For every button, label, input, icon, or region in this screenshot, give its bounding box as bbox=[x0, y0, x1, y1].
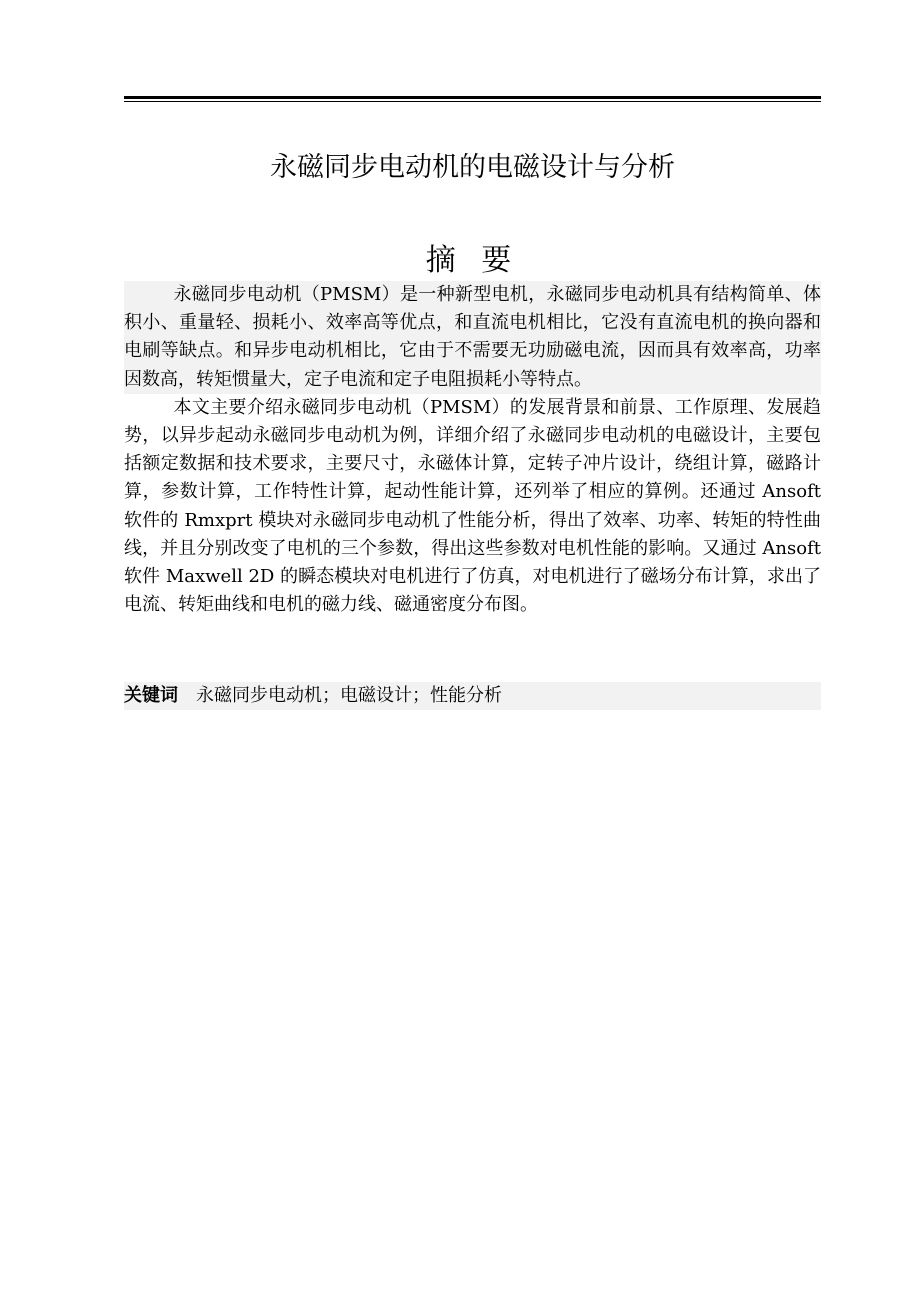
abstract-body bbox=[124, 281, 821, 619]
paper-title: 永磁同步电动机的电磁设计与分析 bbox=[270, 152, 675, 183]
header-rule-thin bbox=[124, 101, 821, 102]
abstract-paragraph-1: 永磁同步电动机（PMSM）是一种新型电机，永磁同步电动机具有结构简单、体积小、重量轻、损耗小、效率高等优点，和直流电机相比，它没有直流电机的换向器和电刷等缺点。和异步电动机相比，它由于不需要无功励磁电流，因而具有效率高，功率因数高，转矩惯量大，定子电流和定子电阻损耗小等特点。 bbox=[124, 281, 821, 394]
keywords-line bbox=[124, 682, 821, 710]
keywords-text: 永磁同步电动机；电磁设计；性能分析 bbox=[196, 685, 502, 706]
abstract-paragraph-2: 本文主要介绍永磁同步电动机（PMSM）的发展背景和前景、工作原理、发展趋势，以异步起动永磁同步电动机为例，详细介绍了永磁同步电动机的电磁设计，主要包括额定数据和技术要求，主要尺寸，永磁体计算，定转子冲片设计，绕组计算，磁路计算，参数计算，工作特性计算，起动性能计算，还列举了相应的算例。还通过 Ansoft 软件的 Rmxprt 模块对永磁同步电动机了性能分析，得出了效率、功率、转矩的特性曲线，并且分别改变了电机的三个参数，得出这些参数对电机性能的影响。又通过 Ansoft 软件 Maxwell 2D 的瞬态模块对电机进行了仿真，对电机进行了磁场分布计算，求出了电流、转矩曲线和电机的磁力线、磁通密度分布图。 bbox=[124, 396, 821, 616]
abstract-heading: 摘 要 bbox=[425, 243, 520, 278]
header-rule-thick bbox=[124, 96, 821, 99]
keywords-label: 关键词 bbox=[124, 685, 178, 706]
